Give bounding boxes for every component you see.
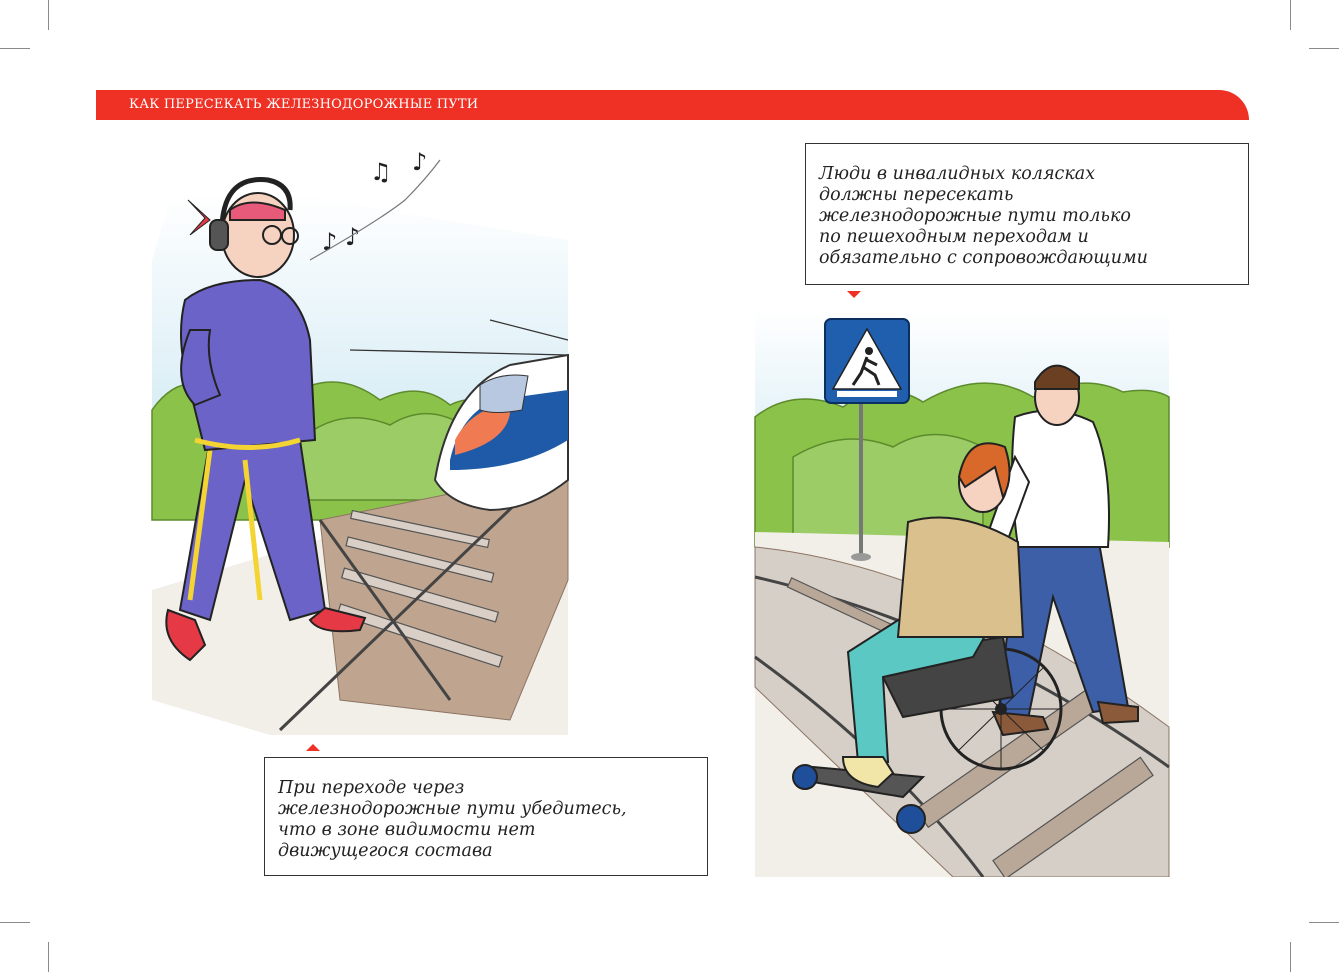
crop-mark: [1309, 922, 1339, 923]
svg-text:♫: ♫: [370, 158, 392, 186]
svg-text:♪: ♪: [412, 148, 428, 176]
crop-mark: [0, 922, 30, 923]
svg-text:♪: ♪: [345, 223, 361, 251]
caption-right: Люди в инвалидных колясках должны пересекать железнодорожные пути только по пешеходным переходам и обязательно с сопровождающими: [805, 143, 1249, 285]
page-title: КАК ПЕРЕСЕКАТЬ ЖЕЛЕЗНОДОРОЖНЫЕ ПУТИ: [129, 97, 479, 112]
crop-mark: [0, 48, 30, 49]
pedestrian-crossing-sign-icon: [825, 319, 909, 403]
caption-pointer: [306, 744, 320, 751]
header-bar: [96, 90, 1249, 120]
caption-pointer: [847, 291, 861, 298]
crop-mark: [48, 0, 49, 30]
wheelchair-illustration: [753, 307, 1171, 877]
pedestrian-illustration: [150, 140, 570, 735]
crop-mark: [1309, 48, 1339, 49]
caption-left: При переходе через железнодорожные пути убедитесь, что в зоне видимости нет движущегося состава: [264, 757, 708, 876]
crop-mark: [48, 942, 49, 972]
svg-text:♪: ♪: [322, 228, 338, 256]
crop-mark: [1290, 0, 1291, 30]
crop-mark: [1290, 942, 1291, 972]
